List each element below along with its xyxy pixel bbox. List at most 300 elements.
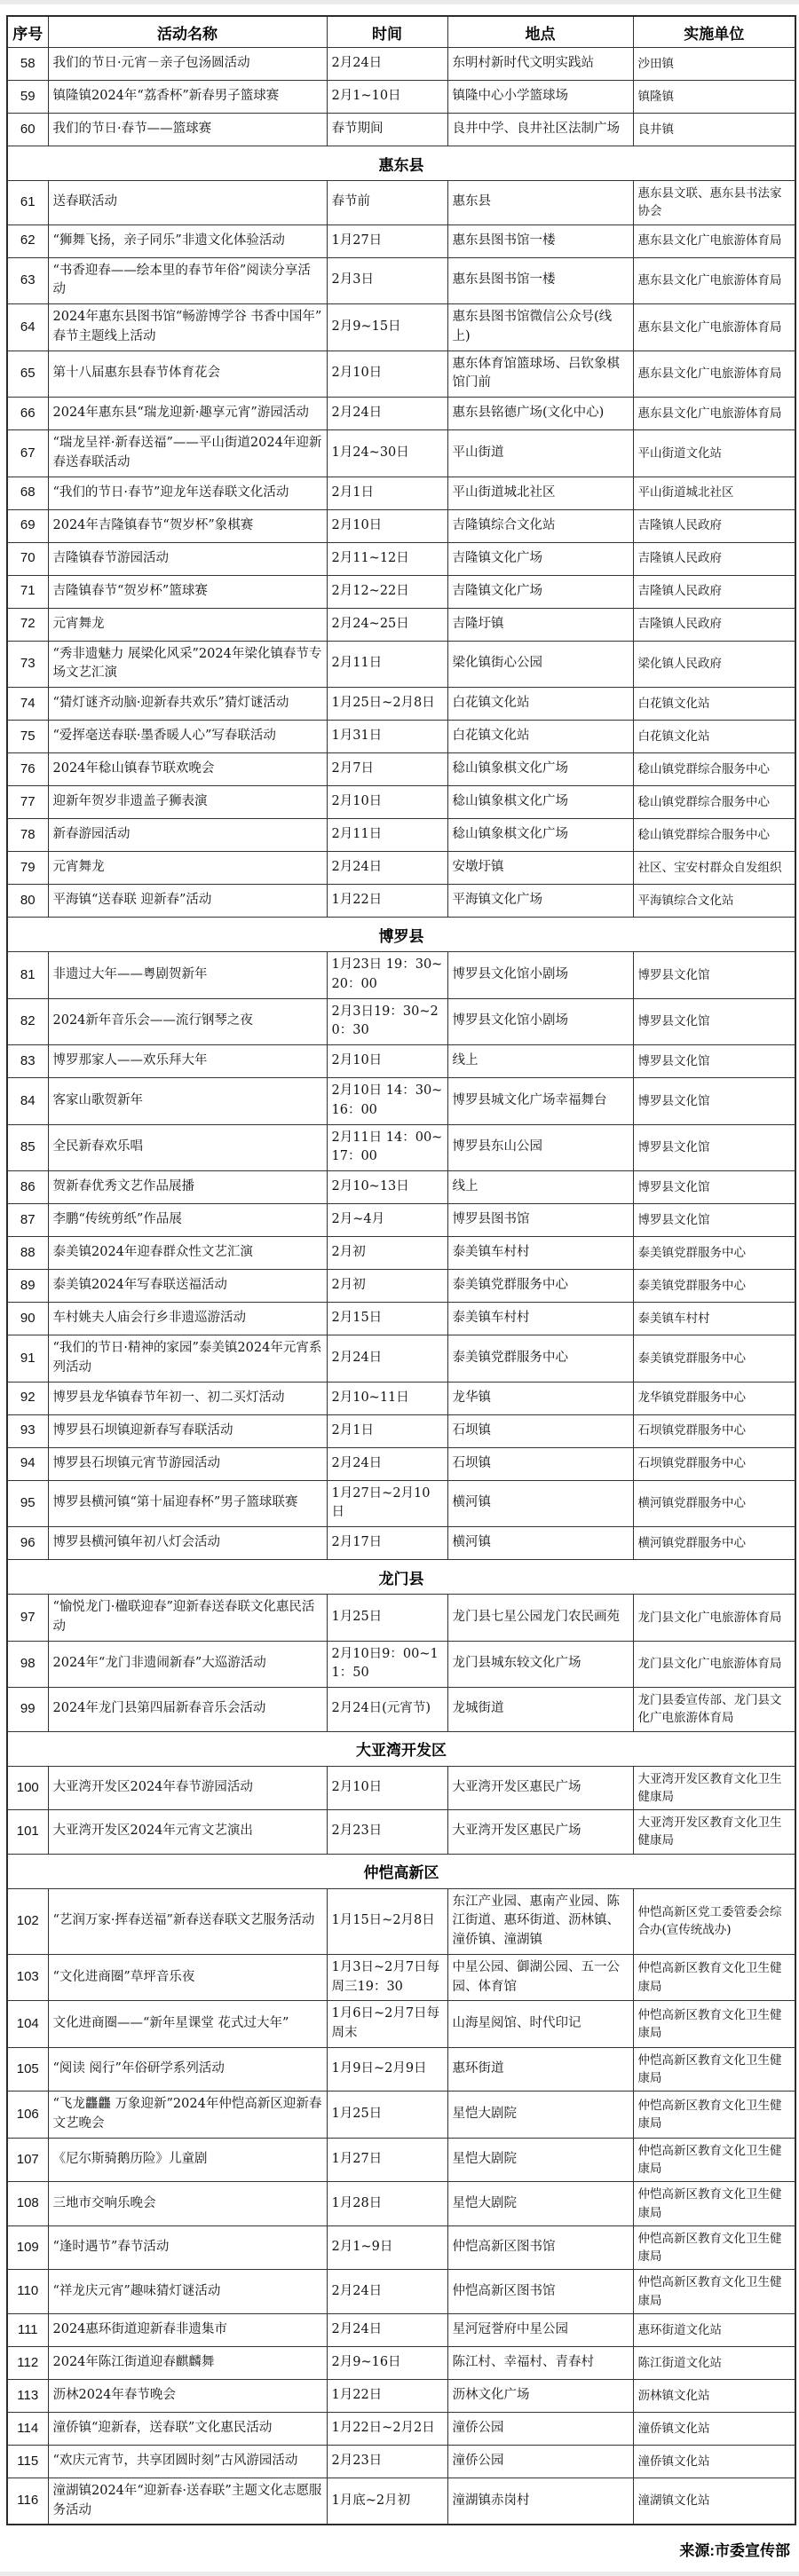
table-row	[7, 1204, 795, 1237]
cell-time: 2月17日	[327, 1527, 447, 1560]
cell-no: 69	[7, 509, 48, 542]
cell-time: 2月3日	[327, 257, 447, 304]
cell-time: 2月10~13日	[327, 1171, 447, 1204]
cell-activity-name: 2024年龙门县第四届新春音乐会活动	[48, 1688, 327, 1732]
cell-activity-name: “逢时遇节”春节活动	[48, 2225, 327, 2270]
column-header-activity-name: 活动名称	[48, 16, 327, 48]
cell-activity-name: 元宵舞龙	[48, 608, 327, 641]
cell-activity-name: 平海镇“送春联 迎新春”活动	[48, 885, 327, 918]
cell-no: 78	[7, 819, 48, 852]
cell-place: 石坝镇	[447, 1414, 633, 1447]
cell-activity-name: 潼湖镇2024年“迎新春·送春联”主题文化志愿服务活动	[48, 2478, 327, 2525]
cell-activity-name: 2024年陈江街道迎春麒麟舞	[48, 2346, 327, 2379]
cell-place: 潼侨公园	[447, 2412, 633, 2445]
table-row	[7, 1810, 795, 1855]
cell-unit: 博罗县文化馆	[633, 1045, 795, 1078]
cell-place: 惠环街道	[447, 2047, 633, 2092]
cell-activity-name: 泰美镇2024年写春联送福活动	[48, 1270, 327, 1303]
cell-place: 泰美镇车村村	[447, 1237, 633, 1270]
cell-activity-name: 三地市交响乐晚会	[48, 2182, 327, 2226]
cell-time: 2月9~15日	[327, 304, 447, 351]
table-row	[7, 688, 795, 721]
cell-no: 89	[7, 1270, 48, 1303]
cell-place: 惠东体育馆篮球场、吕钦象棋馆门前	[447, 351, 633, 398]
cell-unit: 稔山镇党群综合服务中心	[633, 786, 795, 819]
cell-unit: 仲恺高新区教育文化卫生健康局	[633, 2001, 795, 2048]
cell-no: 111	[7, 2313, 48, 2346]
cell-activity-name: 泰美镇2024年迎春群众性文艺汇演	[48, 1237, 327, 1270]
cell-no: 88	[7, 1237, 48, 1270]
cell-activity-name: “愉悦龙门·楹联迎春”迎新春送春联文化惠民活动	[48, 1595, 327, 1642]
column-header-unit: 实施单位	[633, 16, 795, 48]
cell-time: 1月22日	[327, 2379, 447, 2412]
cell-no: 114	[7, 2412, 48, 2445]
table-row	[7, 1303, 795, 1335]
section-label: 惠东县	[7, 146, 795, 181]
cell-time: 1月底~2月初	[327, 2478, 447, 2525]
cell-no: 81	[7, 952, 48, 999]
cell-unit: 惠东县文联、惠东县书法家协会	[633, 181, 795, 225]
cell-time: 2月1~9日	[327, 2225, 447, 2270]
cell-no: 75	[7, 721, 48, 753]
cell-unit: 吉隆镇人民政府	[633, 575, 795, 608]
cell-time: 2月11日 14：00~17：00	[327, 1124, 447, 1171]
cell-activity-name: “书香迎春——绘本里的春节年俗”阅读分享活动	[48, 257, 327, 304]
cell-unit: 平山街道文化站	[633, 430, 795, 477]
cell-activity-name: 2024新年音乐会——流行钢琴之夜	[48, 998, 327, 1045]
table-row	[7, 1237, 795, 1270]
cell-place: 博罗县东山公园	[447, 1124, 633, 1171]
cell-place: 稔山镇象棋文化广场	[447, 753, 633, 786]
cell-place: 大亚湾开发区惠民广场	[447, 1766, 633, 1810]
cell-unit: 龙门县文化广电旅游体育局	[633, 1641, 795, 1688]
cell-place: 博罗县图书馆	[447, 1204, 633, 1237]
cell-unit: 惠东县文化广电旅游体育局	[633, 351, 795, 398]
cell-no: 94	[7, 1447, 48, 1480]
section-label: 仲恺高新区	[7, 1854, 795, 1888]
cell-place: 镇隆中心小学篮球场	[447, 81, 633, 114]
cell-no: 86	[7, 1171, 48, 1204]
table-row	[7, 852, 795, 885]
cell-unit: 潼侨镇文化站	[633, 2445, 795, 2478]
table-row	[7, 2412, 795, 2445]
bottom-edge-strip	[0, 2572, 799, 2576]
cell-time: 春节前	[327, 181, 447, 225]
cell-no: 79	[7, 852, 48, 885]
table-row	[7, 2379, 795, 2412]
cell-activity-name: 大亚湾开发区2024年元宵文艺演出	[48, 1810, 327, 1855]
cell-place: 稔山镇象棋文化广场	[447, 786, 633, 819]
cell-activity-name: 第十八届惠东县春节体育花会	[48, 351, 327, 398]
table-row	[7, 2001, 795, 2048]
cell-unit: 稔山镇党群综合服务中心	[633, 819, 795, 852]
cell-unit: 惠东县文化广电旅游体育局	[633, 257, 795, 304]
column-header-no: 序号	[7, 16, 48, 48]
cell-no: 63	[7, 257, 48, 304]
cell-unit: 博罗县文化馆	[633, 1078, 795, 1125]
table-row	[7, 48, 795, 81]
cell-activity-name: 送春联活动	[48, 181, 327, 225]
table-row	[7, 1171, 795, 1204]
cell-no: 92	[7, 1382, 48, 1414]
cell-time: 2月24日	[327, 1447, 447, 1480]
cell-time: 2月24日	[327, 48, 447, 81]
section-row	[7, 1560, 795, 1595]
cell-place: 吉隆镇文化广场	[447, 575, 633, 608]
cell-time: 1月22日~2月2日	[327, 2412, 447, 2445]
cell-no: 104	[7, 2001, 48, 2048]
cell-place: 泰美镇党群服务中心	[447, 1335, 633, 1383]
cell-activity-name: 我们的节日·春节——篮球赛	[48, 114, 327, 146]
table-row	[7, 114, 795, 146]
section-label: 大亚湾开发区	[7, 1731, 795, 1766]
cell-place: 潼湖镇赤岗村	[447, 2478, 633, 2525]
cell-no: 100	[7, 1766, 48, 1810]
cell-place: 良井中学、良井社区法制广场	[447, 114, 633, 146]
cell-place: 潼侨公园	[447, 2445, 633, 2478]
cell-place: 吉隆镇文化广场	[447, 542, 633, 575]
cell-unit: 龙华镇党群服务中心	[633, 1382, 795, 1414]
cell-no: 82	[7, 998, 48, 1045]
cell-unit: 博罗县文化馆	[633, 998, 795, 1045]
cell-time: 2月初	[327, 1237, 447, 1270]
cell-place: 平海镇文化广场	[447, 885, 633, 918]
cell-activity-name: “艺润万家·挥春送福”新春送春联文艺服务活动	[48, 1888, 327, 1954]
cell-place: 横河镇	[447, 1527, 633, 1560]
table-row	[7, 786, 795, 819]
table-row	[7, 1414, 795, 1447]
cell-activity-name: 2024年稔山镇春节联欢晚会	[48, 753, 327, 786]
table-row	[7, 2270, 795, 2314]
cell-unit: 吉隆镇人民政府	[633, 542, 795, 575]
cell-activity-name: 2024年惠东县图书馆“畅游博学谷 书香中国年”春节主题线上活动	[48, 304, 327, 351]
cell-activity-name: “欢庆元宵节，共享团圆时刻”古风游园活动	[48, 2445, 327, 2478]
cell-place: 横河镇	[447, 1480, 633, 1527]
cell-unit: 稔山镇党群综合服务中心	[633, 753, 795, 786]
cell-no: 71	[7, 575, 48, 608]
cell-time: 2月9~16日	[327, 2346, 447, 2379]
table-row	[7, 542, 795, 575]
cell-unit: 镇隆镇	[633, 81, 795, 114]
cell-activity-name: 新春游园活动	[48, 819, 327, 852]
cell-time: 2月10日 14：30~16：00	[327, 1078, 447, 1125]
cell-place: 博罗县文化馆小剧场	[447, 998, 633, 1045]
cell-no: 96	[7, 1527, 48, 1560]
cell-no: 70	[7, 542, 48, 575]
cell-unit: 泰美镇党群服务中心	[633, 1237, 795, 1270]
column-header-time: 时间	[327, 16, 447, 48]
cell-time: 2月1日	[327, 477, 447, 509]
cell-place: 仲恺高新区图书馆	[447, 2270, 633, 2314]
activity-table-body	[7, 48, 795, 2525]
cell-time: 2月10日	[327, 351, 447, 398]
cell-unit: 博罗县文化馆	[633, 952, 795, 999]
cell-activity-name: 贺新春优秀文艺作品展播	[48, 1171, 327, 1204]
table-row	[7, 2445, 795, 2478]
table-row	[7, 1688, 795, 1732]
table-row	[7, 2478, 795, 2525]
cell-time: 1月3日~2月7日每周三19：30	[327, 1954, 447, 2001]
table-header-row	[7, 16, 795, 48]
cell-place: 东明村新时代文明实践站	[447, 48, 633, 81]
top-edge-strip	[0, 0, 799, 4]
table-row	[7, 2313, 795, 2346]
cell-unit: 博罗县文化馆	[633, 1171, 795, 1204]
cell-no: 112	[7, 2346, 48, 2379]
cell-no: 113	[7, 2379, 48, 2412]
cell-unit: 龙门县委宣传部、龙门县文化广电旅游体育局	[633, 1688, 795, 1732]
table-row	[7, 1480, 795, 1527]
cell-time: 2月24日	[327, 852, 447, 885]
section-label: 龙门县	[7, 1560, 795, 1595]
cell-place: 惠东县图书馆微信公众号(线上)	[447, 304, 633, 351]
section-row	[7, 146, 795, 181]
table-row	[7, 1527, 795, 1560]
cell-time: 1月25日	[327, 2092, 447, 2139]
cell-time: 1月28日	[327, 2182, 447, 2226]
table-row	[7, 998, 795, 1045]
cell-activity-name: 博罗县龙华镇春节年初一、初二买灯活动	[48, 1382, 327, 1414]
cell-unit: 潼侨镇文化站	[633, 2412, 795, 2445]
cell-activity-name: 2024年“龙门非遗闹新春”大巡游活动	[48, 1641, 327, 1688]
cell-activity-name: 2024年惠东县“瑞龙迎新·趣享元宵”游园活动	[48, 398, 327, 430]
table-row	[7, 2047, 795, 2092]
cell-no: 115	[7, 2445, 48, 2478]
cell-place: 沥林文化广场	[447, 2379, 633, 2412]
cell-time: 2月23日	[327, 2445, 447, 2478]
cell-time: 2月1~10日	[327, 81, 447, 114]
section-row	[7, 1731, 795, 1766]
cell-activity-name: 吉隆镇春节游园活动	[48, 542, 327, 575]
cell-activity-name: 潼侨镇“迎新春，送春联”文化惠民活动	[48, 2412, 327, 2445]
cell-time: 2月10日	[327, 1766, 447, 1810]
cell-time: 1月9日~2月9日	[327, 2047, 447, 2092]
cell-time: 1月23日 19：30~20：00	[327, 952, 447, 999]
table-row	[7, 1045, 795, 1078]
cell-unit: 梁化镇人民政府	[633, 641, 795, 688]
cell-no: 91	[7, 1335, 48, 1383]
cell-place: 龙城街道	[447, 1688, 633, 1732]
cell-unit: 惠东县文化广电旅游体育局	[633, 304, 795, 351]
cell-activity-name: 吉隆镇春节“贺岁杯”篮球赛	[48, 575, 327, 608]
cell-no: 76	[7, 753, 48, 786]
section-row	[7, 1854, 795, 1888]
cell-time: 2月10日	[327, 509, 447, 542]
cell-activity-name: 李鹏“传统剪纸”作品展	[48, 1204, 327, 1237]
cell-activity-name: 迎新年贺岁非遗盖子狮表演	[48, 786, 327, 819]
cell-place: 山海星阅馆、时代印记	[447, 2001, 633, 2048]
table-row	[7, 1124, 795, 1171]
cell-time: 1月27日~2月10日	[327, 1480, 447, 1527]
cell-activity-name: “我们的节日·春节”迎龙年送春联文化活动	[48, 477, 327, 509]
cell-no: 66	[7, 398, 48, 430]
cell-time: 2月23日	[327, 1810, 447, 1855]
cell-unit: 吉隆镇人民政府	[633, 509, 795, 542]
cell-activity-name: 2024年吉隆镇春节“贺岁杯”象棋赛	[48, 509, 327, 542]
cell-activity-name: “飞龙龘龘 万象迎新”2024年仲恺高新区迎新春文艺晚会	[48, 2092, 327, 2139]
cell-time: 2月10日9：00~11：50	[327, 1641, 447, 1688]
cell-unit: 横河镇党群服务中心	[633, 1480, 795, 1527]
cell-no: 108	[7, 2182, 48, 2226]
cell-activity-name: 博罗县石坝镇迎新春写春联活动	[48, 1414, 327, 1447]
cell-unit: 仲恺高新区教育文化卫生健康局	[633, 1954, 795, 2001]
cell-time: 2月11日	[327, 641, 447, 688]
table-row	[7, 2182, 795, 2226]
cell-time: 1月22日	[327, 885, 447, 918]
cell-place: 白花镇文化站	[447, 721, 633, 753]
column-header-place: 地点	[447, 16, 633, 48]
table-row	[7, 2138, 795, 2182]
cell-time: 2月24日	[327, 1335, 447, 1383]
cell-place: 星恺大剧院	[447, 2092, 633, 2139]
table-row	[7, 1641, 795, 1688]
cell-unit: 惠环街道文化站	[633, 2313, 795, 2346]
table-row	[7, 81, 795, 114]
cell-activity-name: “祥龙庆元宵”趣味猜灯谜活动	[48, 2270, 327, 2314]
cell-time: 1月24~30日	[327, 430, 447, 477]
cell-time: 2月初	[327, 1270, 447, 1303]
cell-activity-name: 2024惠环街道迎新春非遗集市	[48, 2313, 327, 2346]
cell-place: 惠东县铭德广场(文化中心)	[447, 398, 633, 430]
cell-unit: 平山街道城北社区	[633, 477, 795, 509]
cell-unit: 仲恺高新区教育文化卫生健康局	[633, 2047, 795, 2092]
cell-no: 58	[7, 48, 48, 81]
cell-unit: 惠东县文化广电旅游体育局	[633, 398, 795, 430]
cell-unit: 泰美镇车村村	[633, 1303, 795, 1335]
cell-no: 77	[7, 786, 48, 819]
cell-activity-name: “秀非遗魅力 展梁化风采”2024年梁化镇春节专场文艺汇演	[48, 641, 327, 688]
cell-place: 泰美镇车村村	[447, 1303, 633, 1335]
cell-no: 95	[7, 1480, 48, 1527]
table-row	[7, 257, 795, 304]
cell-time: 2月15日	[327, 1303, 447, 1335]
cell-no: 83	[7, 1045, 48, 1078]
cell-no: 74	[7, 688, 48, 721]
cell-no: 101	[7, 1810, 48, 1855]
cell-time: 2月11~12日	[327, 542, 447, 575]
cell-no: 87	[7, 1204, 48, 1237]
cell-activity-name: “阅读 阅行”年俗研学系列活动	[48, 2047, 327, 2092]
cell-place: 吉隆圩镇	[447, 608, 633, 641]
table-row	[7, 2346, 795, 2379]
cell-time: 1月25日	[327, 1595, 447, 1642]
cell-activity-name: 客家山歌贺新年	[48, 1078, 327, 1125]
cell-time: 2月10日	[327, 1045, 447, 1078]
cell-time: 2月10~11日	[327, 1382, 447, 1414]
table-row	[7, 1270, 795, 1303]
cell-no: 64	[7, 304, 48, 351]
cell-activity-name: 非遗过大年——粤剧贺新年	[48, 952, 327, 999]
cell-unit: 博罗县文化馆	[633, 1124, 795, 1171]
cell-no: 109	[7, 2225, 48, 2270]
cell-place: 石坝镇	[447, 1447, 633, 1480]
table-row	[7, 721, 795, 753]
cell-no: 102	[7, 1888, 48, 1954]
cell-no: 59	[7, 81, 48, 114]
cell-no: 73	[7, 641, 48, 688]
cell-place: 星恺大剧院	[447, 2138, 633, 2182]
table-row	[7, 575, 795, 608]
cell-place: 白花镇文化站	[447, 688, 633, 721]
table-row	[7, 225, 795, 257]
cell-time: 2月24~25日	[327, 608, 447, 641]
cell-time: 2月3日19：30~20：30	[327, 998, 447, 1045]
table-row	[7, 477, 795, 509]
cell-unit: 仲恺高新区党工委管委会综合办(宣传统战办)	[633, 1888, 795, 1954]
cell-no: 99	[7, 1688, 48, 1732]
cell-no: 97	[7, 1595, 48, 1642]
cell-unit: 沥林镇文化站	[633, 2379, 795, 2412]
cell-unit: 仲恺高新区教育文化卫生健康局	[633, 2138, 795, 2182]
cell-unit: 泰美镇党群服务中心	[633, 1270, 795, 1303]
table-row	[7, 430, 795, 477]
cell-place: 安墩圩镇	[447, 852, 633, 885]
cell-no: 85	[7, 1124, 48, 1171]
cell-unit: 平海镇综合文化站	[633, 885, 795, 918]
cell-no: 93	[7, 1414, 48, 1447]
cell-no: 67	[7, 430, 48, 477]
cell-place: 平山街道城北社区	[447, 477, 633, 509]
cell-time: 2月10日	[327, 786, 447, 819]
cell-activity-name: “爱挥毫送春联·墨香暖人心”写春联活动	[48, 721, 327, 753]
cell-place: 中星公园、御湖公园、五一公园、体育馆	[447, 1954, 633, 2001]
cell-time: 2月7日	[327, 753, 447, 786]
cell-place: 稔山镇象棋文化广场	[447, 819, 633, 852]
cell-no: 98	[7, 1641, 48, 1688]
cell-no: 60	[7, 114, 48, 146]
cell-place: 惠东县	[447, 181, 633, 225]
cell-activity-name: “瑞龙呈祥·新春送福”——平山街道2024年迎新春送春联活动	[48, 430, 327, 477]
section-row	[7, 918, 795, 952]
cell-unit: 仲恺高新区教育文化卫生健康局	[633, 2182, 795, 2226]
cell-place: 平山街道	[447, 430, 633, 477]
cell-no: 105	[7, 2047, 48, 2092]
cell-place: 线上	[447, 1171, 633, 1204]
cell-activity-name: 全民新春欢乐唱	[48, 1124, 327, 1171]
cell-place: 线上	[447, 1045, 633, 1078]
cell-time: 1月27日	[327, 2138, 447, 2182]
cell-unit: 白花镇文化站	[633, 721, 795, 753]
cell-unit: 仲恺高新区教育文化卫生健康局	[633, 2225, 795, 2270]
table-row	[7, 304, 795, 351]
cell-no: 110	[7, 2270, 48, 2314]
cell-activity-name: 博罗那家人——欢乐拜大年	[48, 1045, 327, 1078]
table-row	[7, 952, 795, 999]
cell-activity-name: 文化进商圈——“新年星课堂 花式过大年”	[48, 2001, 327, 2048]
cell-place: 龙华镇	[447, 1382, 633, 1414]
cell-unit: 惠东县文化广电旅游体育局	[633, 225, 795, 257]
cell-place: 星恺大剧院	[447, 2182, 633, 2226]
cell-activity-name: 博罗县横河镇“第十届迎春杯”男子篮球联赛	[48, 1480, 327, 1527]
cell-unit: 沙田镇	[633, 48, 795, 81]
cell-time: 1月15日~2月8日	[327, 1888, 447, 1954]
cell-unit: 石坝镇党群服务中心	[633, 1447, 795, 1480]
cell-no: 65	[7, 351, 48, 398]
cell-activity-name: “猜灯谜齐动脑·迎新春共欢乐”猜灯谜活动	[48, 688, 327, 721]
cell-place: 星河冠誉府中星公园	[447, 2313, 633, 2346]
cell-place: 博罗县文化馆小剧场	[447, 952, 633, 999]
cell-place: 吉隆镇综合文化站	[447, 509, 633, 542]
cell-unit: 潼湖镇文化站	[633, 2478, 795, 2525]
cell-activity-name: 博罗县横河镇年初八灯会活动	[48, 1527, 327, 1560]
cell-no: 62	[7, 225, 48, 257]
cell-unit: 大亚湾开发区教育文化卫生健康局	[633, 1810, 795, 1855]
cell-time: 2月24日	[327, 2270, 447, 2314]
table-row	[7, 608, 795, 641]
cell-unit: 仲恺高新区教育文化卫生健康局	[633, 2270, 795, 2314]
cell-no: 103	[7, 1954, 48, 2001]
cell-unit: 吉隆镇人民政府	[633, 608, 795, 641]
